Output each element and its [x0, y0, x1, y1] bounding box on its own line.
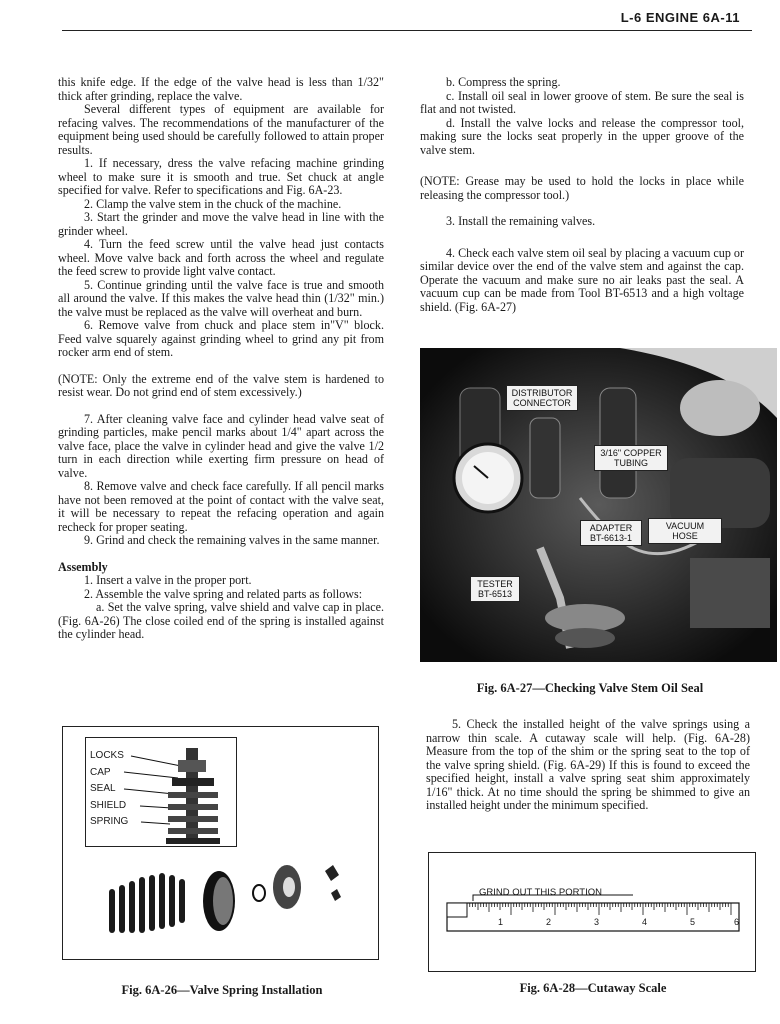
step: 1. If necessary, dress the valve refacing machine grinding wheel to make sure it is smooth and true. Set chuck at angle specified for valve. Refer to specifications and Fig. 6A-23.	[58, 156, 384, 197]
paragraph: Several different types of equipment are available for refacing valves. The recommendations of the manufacturer of the equipment being used should be carefully followed to attain proper results.	[58, 102, 384, 157]
step: 7. After cleaning valve face and cylinder head valve seat of grinding particles, make pencil marks about 1/4" apart across the valve face, place the valve in cylinder head and give the valve 1/2 turn in each direction while exerting firm pressure on head of valve.	[58, 411, 384, 480]
scale-tick-label: 2	[546, 917, 552, 927]
figure-label: CAP	[90, 766, 111, 778]
photo-callout: VACUUM HOSE	[648, 518, 722, 544]
figure-label: SHIELD	[90, 799, 127, 811]
step: 3. Install the remaining valves.	[446, 214, 596, 228]
sub-step: d. Install the valve locks and release the compressor tool, making sure the locks seat properly in the upper groove of the valve stem.	[420, 115, 744, 157]
engine-photo-drawing	[420, 348, 777, 662]
scale-tick-label: 1	[498, 917, 504, 927]
note: (NOTE: Grease may be used to hold the locks in place while releasing the compressor tool.)	[420, 174, 744, 202]
scale-tick-label: 4	[642, 917, 648, 927]
scale-tick-labels	[443, 917, 763, 931]
figure-label: GRIND OUT THIS PORTION	[479, 887, 602, 898]
figure-label: SEAL	[90, 783, 116, 794]
right-column-continued	[426, 718, 750, 813]
step: 4. Check each valve stem oil seal by placing a vacuum cup or similar device over the end of the valve stem and against the cap. Operate the vacuum and make sure no air leaks past the seal. A vacuum cup can be made from Tool BT-6513 and a high voltage shield. (Fig. 6A-27)	[420, 245, 744, 314]
figure-6a-26	[62, 726, 379, 960]
figure-inset	[85, 737, 237, 847]
figure-label: SPRING	[90, 816, 129, 827]
photo-callout: DISTRIBUTOR CONNECTOR	[506, 385, 578, 411]
step: 9. Grind and check the remaining valves in the same manner.	[84, 533, 380, 547]
step: 4. Turn the feed screw until the valve head just contacts wheel. Move valve back and forth across the wheel and regulate the feed screw to provide light valve contact.	[58, 237, 384, 278]
sub-step: a. Set the valve spring, valve shield and valve cap in place. (Fig. 6A-26) The close coiled end of the spring is installed against the cylinder head.	[58, 600, 384, 641]
figure-6a-28	[428, 852, 756, 972]
figure-caption: Fig. 6A-26—Valve Spring Installation	[121, 983, 323, 997]
figure-label: LOCKS	[90, 750, 124, 761]
scale-tick-label: 6	[734, 917, 740, 927]
step: 5. Continue grinding until the valve face is true and smooth all around the valve. If this makes the valve head thin (1/32" min.) the valve must be replaced as the valve will overheat and burn.	[58, 277, 384, 319]
scale-tick-label: 3	[594, 917, 600, 927]
valve-assembly-drawing	[86, 738, 236, 846]
section-heading: Assembly	[58, 559, 108, 574]
sub-step: b. Compress the spring.	[446, 75, 561, 89]
paragraph: this knife edge. If the edge of the valve head is less than 1/32" thick after grinding, replace the valve.	[58, 75, 384, 103]
figure-6a-27-photo	[420, 348, 777, 662]
right-column	[420, 76, 744, 314]
page-header: L-6 ENGINE 6A-11	[620, 10, 740, 25]
photo-callout: ADAPTER BT-6613-1	[580, 520, 642, 546]
figure-caption: Fig. 6A-28—Cutaway Scale	[519, 981, 667, 995]
scale-tick-label: 5	[690, 917, 696, 927]
step: 6. Remove valve from chuck and place stem in"V" block. Feed valve squarely against grinding wheel to grind any pit from rocker arm end of stem.	[58, 318, 384, 359]
sub-step: c. Install oil seal in lower groove of stem. Be sure the seal is flat and not twisted.	[420, 88, 744, 116]
step: 3. Start the grinder and move the valve head in line with the grinder wheel.	[58, 210, 384, 238]
step: 2. Assemble the valve spring and related parts as follows:	[84, 586, 363, 601]
left-column	[58, 76, 384, 642]
step: 1. Insert a valve in the proper port.	[84, 573, 252, 587]
figure-caption: Fig. 6A-27—Checking Valve Stem Oil Seal	[476, 681, 704, 695]
step: 8. Remove valve and check face carefully. If all pencil marks have not been removed at the point of contact with the valve seat, it will be necessary to repeat the refacing operation and again recheck for proper seating.	[58, 479, 384, 534]
photo-callout: 3/16" COPPER TUBING	[594, 445, 668, 471]
photo-callout: TESTER BT-6513	[470, 576, 520, 602]
step: 2. Clamp the valve stem in the chuck of the machine.	[84, 196, 342, 211]
header-rule	[62, 30, 752, 31]
step: 5. Check the installed height of the valve springs using a narrow thin scale. A cutaway scale will help. (Fig. 6A-28) Measure from the top of the shim or the spring seat to the top of the valve spring shield. (Fig. 6A-29) If this is found to exceed the specified height, install a valve spring seat shim approximately 1/16" thick. At no time should the spring be shimmed to give an installed height under the minimum specified.	[426, 717, 750, 812]
exploded-parts-drawing	[91, 849, 391, 949]
note: (NOTE: Only the extreme end of the valve stem is hardened to resist wear. Do not grind end of stem excessively.)	[58, 371, 384, 399]
